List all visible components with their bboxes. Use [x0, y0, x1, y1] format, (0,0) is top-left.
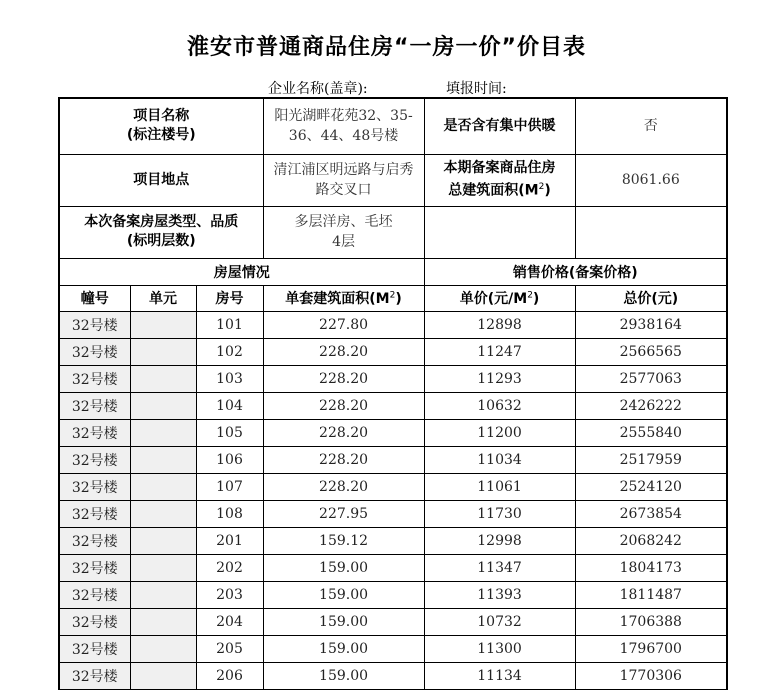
total-area-label: 本期备案商品住房 — [443, 160, 556, 177]
cell-unit-price: 10732 — [424, 608, 575, 635]
cell-unit — [130, 311, 196, 338]
cell-room: 101 — [196, 311, 263, 338]
cell-area: 159.00 — [263, 581, 424, 608]
cell-total-price: 2566565 — [575, 338, 727, 365]
cell-unit — [130, 392, 196, 419]
cell-total-price: 1770306 — [575, 662, 727, 689]
cell-unit-price: 11730 — [424, 500, 575, 527]
table-row — [59, 608, 727, 635]
project-name-sublabel: (标注楼号) — [126, 127, 196, 144]
company-name-label: 企业名称(盖章): — [268, 81, 368, 97]
location-label: 项目地点 — [133, 171, 190, 188]
cell-unit — [130, 581, 196, 608]
sale-price-section-header: 销售价格(备案价格) — [424, 258, 727, 285]
table-row — [59, 392, 727, 419]
central-heating-label: 是否含有集中供暖 — [443, 117, 556, 134]
col-room: 房号 — [196, 285, 263, 311]
house-type-value-cell — [263, 206, 424, 258]
cell-unit — [130, 365, 196, 392]
cell-building: 32号楼 — [59, 500, 130, 527]
cell-total-price: 2555840 — [575, 419, 727, 446]
cell-building: 32号楼 — [59, 635, 130, 662]
cell-room: 202 — [196, 554, 263, 581]
central-heating-value-cell — [575, 98, 727, 154]
cell-building: 32号楼 — [59, 554, 130, 581]
cell-unit — [130, 635, 196, 662]
house-info-section-header: 房屋情况 — [59, 258, 424, 285]
cell-building: 32号楼 — [59, 392, 130, 419]
cell-building: 32号楼 — [59, 608, 130, 635]
cell-area: 227.80 — [263, 311, 424, 338]
table-row — [59, 581, 727, 608]
cell-building: 32号楼 — [59, 311, 130, 338]
location-value-cell — [263, 154, 424, 206]
cell-unit-price: 11034 — [424, 446, 575, 473]
central-heating-label-cell — [424, 98, 575, 154]
cell-total-price: 2426222 — [575, 392, 727, 419]
cell-total-price: 1796700 — [575, 635, 727, 662]
col-area-close: ) — [395, 291, 402, 307]
project-name-value: 阳光湖畔花苑32、35-36、44、48号楼 — [274, 108, 413, 145]
project-name-value-cell — [263, 98, 424, 154]
cell-room: 205 — [196, 635, 263, 662]
location-label-cell — [59, 154, 263, 206]
cell-unit-price: 11393 — [424, 581, 575, 608]
empty-cell-a — [424, 206, 575, 258]
cell-unit — [130, 527, 196, 554]
cell-building: 32号楼 — [59, 419, 130, 446]
cell-building: 32号楼 — [59, 581, 130, 608]
data-rows — [59, 311, 727, 689]
cell-area: 228.20 — [263, 446, 424, 473]
col-unit-price-text: 单价(元/M — [459, 291, 528, 307]
total-area-value: 8061.66 — [621, 172, 680, 188]
cell-area: 159.00 — [263, 662, 424, 689]
cell-unit-price: 10632 — [424, 392, 575, 419]
central-heating-value: 否 — [643, 118, 658, 135]
project-name-label-cell — [59, 98, 263, 154]
col-area-sup: 2 — [389, 290, 396, 301]
cell-area: 159.00 — [263, 554, 424, 581]
cell-area: 159.00 — [263, 608, 424, 635]
cell-room: 103 — [196, 365, 263, 392]
cell-total-price: 2517959 — [575, 446, 727, 473]
cell-unit — [130, 419, 196, 446]
cell-building: 32号楼 — [59, 662, 130, 689]
col-building: 幢号 — [59, 285, 130, 311]
cell-building: 32号楼 — [59, 365, 130, 392]
cell-room: 206 — [196, 662, 263, 689]
cell-unit — [130, 473, 196, 500]
table-row — [59, 311, 727, 338]
cell-unit-price: 11134 — [424, 662, 575, 689]
cell-total-price: 1706388 — [575, 608, 727, 635]
column-header-row — [59, 285, 727, 311]
cell-building: 32号楼 — [59, 527, 130, 554]
table-row — [59, 446, 727, 473]
project-name-label: 项目名称 — [133, 108, 190, 125]
cell-unit — [130, 608, 196, 635]
total-area-sublabel-text: 总建筑面积(M — [448, 182, 539, 199]
cell-total-price: 2524120 — [575, 473, 727, 500]
col-area — [263, 285, 424, 311]
table-row — [59, 527, 727, 554]
cell-total-price: 2577063 — [575, 365, 727, 392]
total-area-sublabel — [425, 178, 575, 201]
cell-room: 108 — [196, 500, 263, 527]
house-type-label-cell — [59, 206, 263, 258]
cell-area: 159.00 — [263, 635, 424, 662]
cell-area: 228.20 — [263, 365, 424, 392]
house-type-floors: 4层 — [332, 234, 355, 250]
cell-room: 102 — [196, 338, 263, 365]
cell-building: 32号楼 — [59, 473, 130, 500]
total-area-sublabel-close: ) — [544, 182, 551, 199]
table-row — [59, 662, 727, 689]
col-unit-price-close: ) — [532, 291, 540, 307]
total-area-value-cell — [575, 154, 727, 206]
cell-total-price: 2068242 — [575, 527, 727, 554]
cell-room: 201 — [196, 527, 263, 554]
cell-room: 105 — [196, 419, 263, 446]
cell-total-price: 2938164 — [575, 311, 727, 338]
info-section — [59, 98, 727, 311]
cell-building: 32号楼 — [59, 338, 130, 365]
col-unit-price — [424, 285, 575, 311]
cell-area: 228.20 — [263, 392, 424, 419]
cell-area: 228.20 — [263, 473, 424, 500]
table-row — [59, 473, 727, 500]
cell-area: 159.12 — [263, 527, 424, 554]
house-type-sublabel: (标明层数) — [126, 233, 196, 249]
cell-total-price: 1804173 — [575, 554, 727, 581]
cell-room: 104 — [196, 392, 263, 419]
total-area-unit-sup: 2 — [538, 182, 545, 193]
cell-total-price: 2673854 — [575, 500, 727, 527]
cell-room: 106 — [196, 446, 263, 473]
cell-unit — [130, 338, 196, 365]
cell-unit-price: 12898 — [424, 311, 575, 338]
table-row — [59, 338, 727, 365]
cell-unit — [130, 446, 196, 473]
table-row — [59, 500, 727, 527]
cell-area: 228.20 — [263, 419, 424, 446]
cell-total-price: 1811487 — [575, 581, 727, 608]
house-type-label: 本次备案房屋类型、品质 — [84, 214, 239, 230]
location-value: 清江浦区明远路与启秀路交叉口 — [273, 162, 414, 198]
cell-unit — [130, 662, 196, 689]
cell-unit-price: 12998 — [424, 527, 575, 554]
price-table — [58, 97, 728, 690]
cell-unit-price: 11200 — [424, 419, 575, 446]
cell-room: 203 — [196, 581, 263, 608]
table-row — [59, 635, 727, 662]
cell-unit — [130, 554, 196, 581]
cell-unit-price: 11300 — [424, 635, 575, 662]
table-row — [59, 365, 727, 392]
house-type-value: 多层洋房、毛坯 — [294, 214, 393, 230]
cell-unit-price: 11061 — [424, 473, 575, 500]
table-row — [59, 419, 727, 446]
cell-unit-price: 11347 — [424, 554, 575, 581]
fill-time-label: 填报时间: — [446, 81, 507, 97]
cell-room: 107 — [196, 473, 263, 500]
total-area-label-cell — [424, 154, 575, 206]
cell-unit-price: 11247 — [424, 338, 575, 365]
cell-building: 32号楼 — [59, 446, 130, 473]
col-area-text: 单套建筑面积(M — [285, 291, 390, 307]
col-unit-price-sup: 2 — [527, 290, 533, 301]
table-row — [59, 554, 727, 581]
cell-area: 228.20 — [263, 338, 424, 365]
cell-room: 204 — [196, 608, 263, 635]
col-unit: 单元 — [130, 285, 196, 311]
col-total-price: 总价(元) — [575, 285, 727, 311]
empty-cell-b — [575, 206, 727, 258]
cell-area: 227.95 — [263, 500, 424, 527]
cell-unit-price: 11293 — [424, 365, 575, 392]
cell-unit — [130, 500, 196, 527]
page-title: 淮安市普通商品住房“一房一价”价目表 — [187, 35, 586, 60]
